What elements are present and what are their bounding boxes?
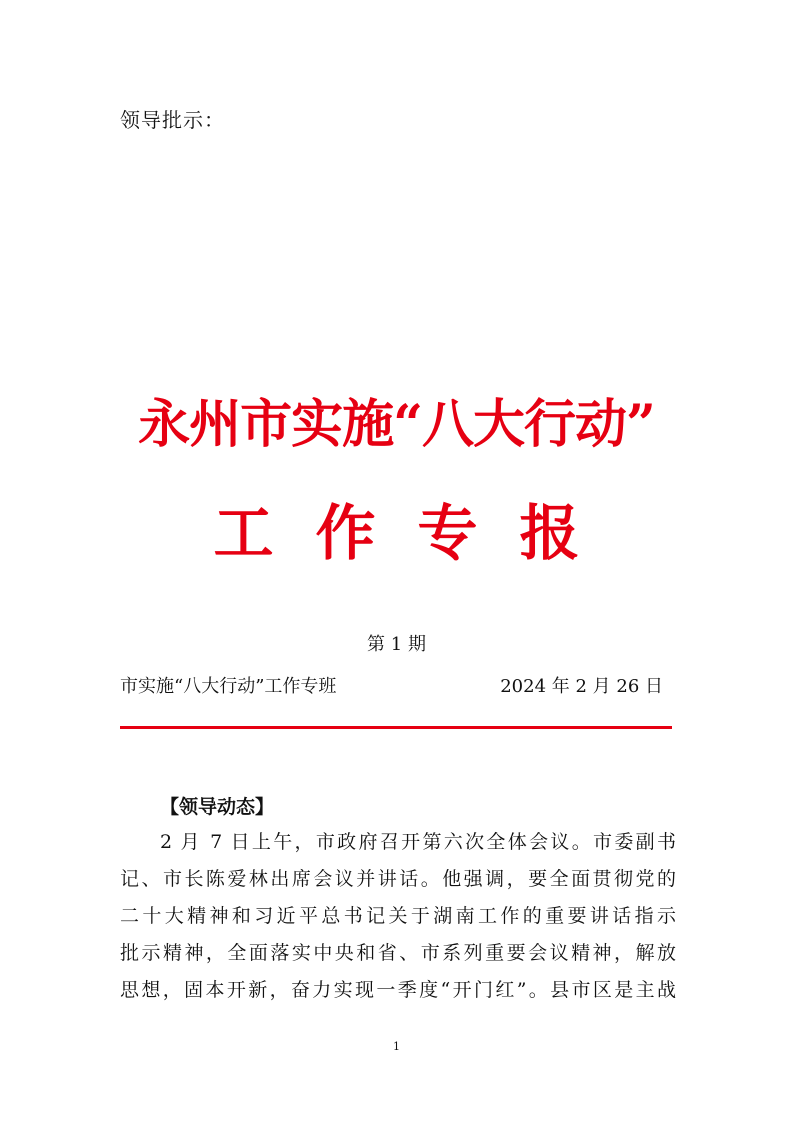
body-line: 2 月 7 日上午，市政府召开第六次全体会议。市委副书 xyxy=(160,831,676,853)
body-line: 批示精神，全面落实中央和省、市系列重要会议精神，解放 xyxy=(120,942,676,964)
issuer-name: 市实施“八大行动”工作专班 xyxy=(120,676,337,697)
issue-date: 2024 年 2 月 26 日 xyxy=(500,676,663,697)
section-heading: 【领导动态】 xyxy=(160,796,275,818)
body-line: 思想，固本开新，奋力实现一季度“开门红”。县市区是主战 xyxy=(120,979,676,1001)
leader-instruction-label: 领导批示： xyxy=(120,108,225,132)
body-line: 二十大精神和习近平总书记关于湖南工作的重要讲话指示 xyxy=(120,905,676,927)
masthead-divider xyxy=(120,726,672,729)
masthead-subtitle: 工作专报 xyxy=(213,499,622,569)
body-line: 记、市长陈爱林出席会议并讲话。他强调，要全面贯彻党的 xyxy=(120,868,676,890)
body-paragraph xyxy=(120,824,676,1009)
page-number: 1 xyxy=(393,1040,400,1053)
masthead-title: 永州市实施“八大行动” xyxy=(138,394,655,455)
issue-number: 第 1 期 xyxy=(367,634,426,655)
